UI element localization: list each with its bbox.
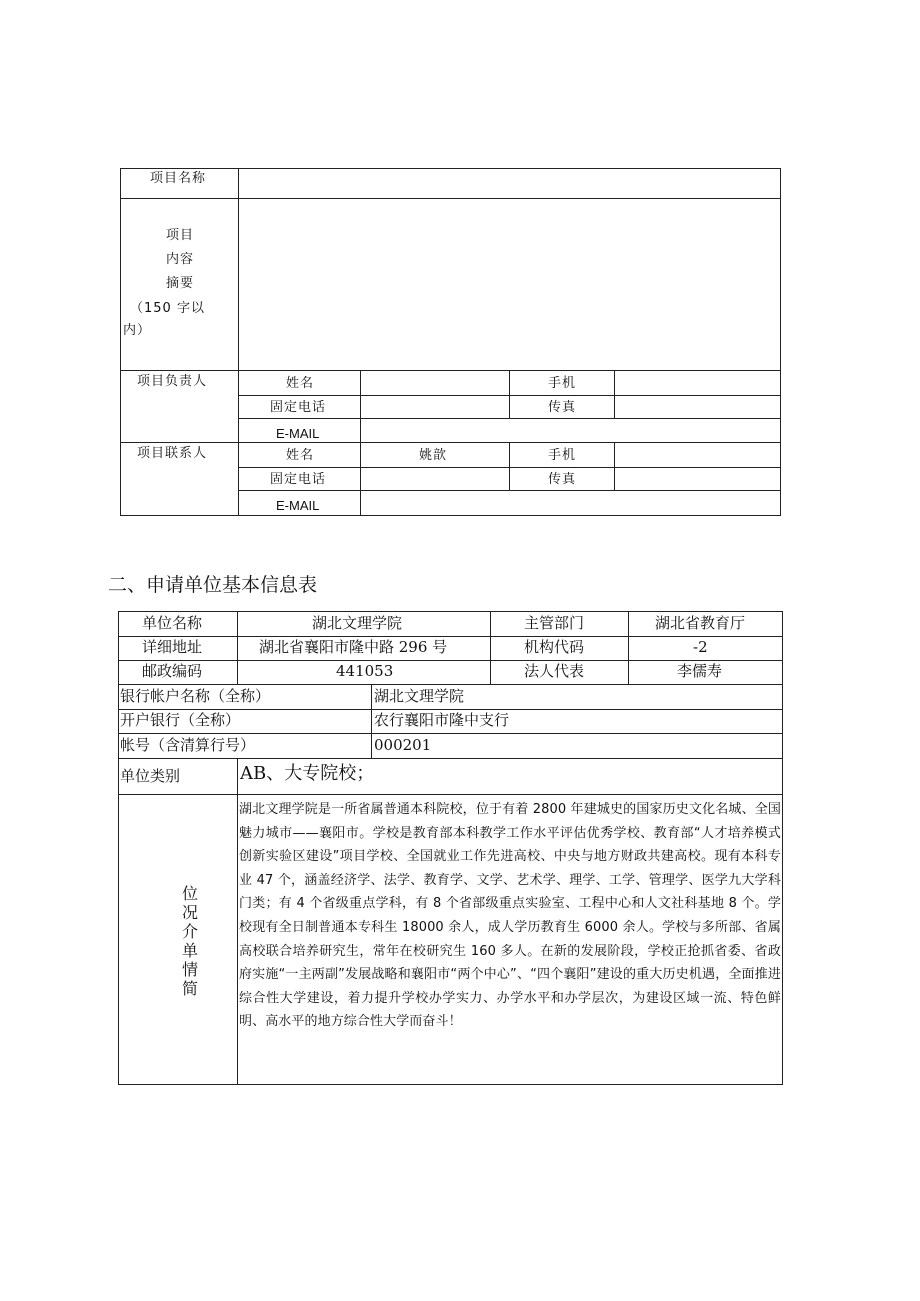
unit-name-value: 湖北文理学院 bbox=[312, 614, 403, 632]
project-contact-label: 项目联系人 bbox=[137, 446, 208, 461]
bank-account-name-label: 银行帐户名称（全称） bbox=[120, 687, 271, 705]
intro-label: 位况介单情简 bbox=[181, 884, 198, 998]
postcode-value: 441053 bbox=[336, 662, 394, 680]
postcode-label: 邮政编码 bbox=[142, 662, 203, 680]
leader-email-label: E-MAIL bbox=[276, 426, 320, 441]
summary-label-line: 项目 bbox=[166, 228, 195, 243]
bank-value: 农行襄阳市隆中支行 bbox=[374, 711, 510, 729]
legal-rep-value: 李儒寿 bbox=[677, 662, 723, 680]
leader-name-label: 姓名 bbox=[286, 376, 315, 391]
contact-email-label: E-MAIL bbox=[276, 498, 320, 513]
section-title: 二、申请单位基本信息表 bbox=[108, 574, 318, 596]
contact-phone-label: 固定电话 bbox=[270, 472, 327, 487]
unit-type-value: AB、大专院校； bbox=[240, 763, 375, 784]
summary-label-line: （150 字以 bbox=[130, 301, 205, 316]
unit-name-label: 单位名称 bbox=[142, 614, 203, 632]
address-label: 详细地址 bbox=[142, 638, 203, 656]
contact-mobile-label: 手机 bbox=[548, 448, 577, 463]
contact-name-label: 姓名 bbox=[286, 448, 315, 463]
contact-fax-label: 传真 bbox=[548, 472, 577, 487]
dept-label: 主管部门 bbox=[524, 614, 585, 632]
summary-label-line: 摘要 bbox=[166, 276, 195, 291]
address-value: 湖北省襄阳市隆中路 296 号 bbox=[259, 638, 448, 656]
org-code-value: -2 bbox=[693, 638, 708, 656]
summary-label-line: 内容 bbox=[166, 252, 195, 267]
leader-fax-label: 传真 bbox=[548, 400, 577, 415]
bank-label: 开户银行（全称） bbox=[120, 711, 241, 729]
summary-label-line: 内） bbox=[123, 323, 152, 338]
intro-text: 湖北文理学院是一所省属普通本科院校，位于有着 2800 年建城史的国家历史文化名城、全国魅力城市——襄阳市。学校是教育部本科教学工作水平评估优秀学校、教育部“人才培养模式创新实验区建设”项目学校、全国就业工作先进高校、中央与地方财政共建高校。现有本科专业 47 个，涵盖经济学、法学、教育学、文学、艺术学、理学、工学、管理学、医学九大学科门类；有 4 个省级重点学科，有 8 个省部级重点实验室、工程中心和人文社科基地 8 个。学校现有全日制普通本专科生 18000 余人，成人学历教育生 6000 余人。学校与多所部、省属高校联合培养研究生，常年在校研究生 160 多人。在新的发展阶段，学校正抢抓省委、省政府实施“一主两副”发展战略和襄阳市“两个中心”、“四个襄阳”建设的重大历史机遇，全面推进综合性大学建设，着力提升学校办学实力、办学水平和办学层次，为建设区域一流、特色鲜明、高水平的地方综合性大学而奋斗！ bbox=[239, 802, 781, 1030]
account-no-value: 000201 bbox=[374, 736, 432, 754]
leader-mobile-label: 手机 bbox=[548, 376, 577, 391]
contact-name-value: 姚歆 bbox=[419, 448, 448, 463]
account-no-label: 帐号（含清算行号） bbox=[120, 736, 256, 754]
legal-rep-label: 法人代表 bbox=[524, 662, 585, 680]
project-name-label: 项目名称 bbox=[150, 171, 207, 186]
project-leader-label: 项目负责人 bbox=[137, 374, 208, 389]
leader-phone-label: 固定电话 bbox=[270, 400, 327, 415]
bank-account-name-value: 湖北文理学院 bbox=[374, 687, 465, 705]
dept-value: 湖北省教育厅 bbox=[655, 614, 746, 632]
unit-type-label: 单位类别 bbox=[120, 767, 181, 785]
org-code-label: 机构代码 bbox=[524, 638, 585, 656]
